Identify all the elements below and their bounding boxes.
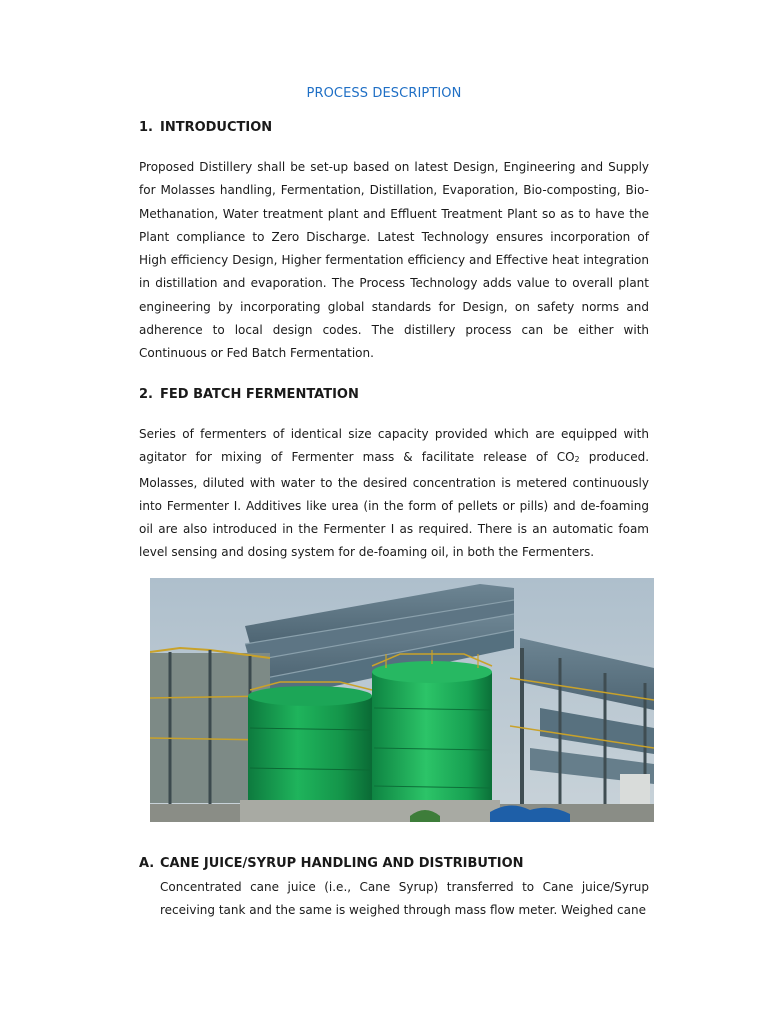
section-number: 1. [139, 120, 153, 135]
introduction-paragraph: Proposed Distillery shall be set-up based on latest Design, Engineering and Supply for Molasses handling, Fermentation, Distillation, Evaporation, Bio-composting, Bio-Methanation, Water treatment plant and Effluent Treatment Plant so as to have the Plant compliance to Zero Discharge. Latest Technology ensures incorporation of High efficiency Design, Higher fermentation efficiency and Effective heat integration in distillation and evaporation. The Process Technology adds value to overall plant engineering by incorporating global standards for Design, on safety norms and adherence to local design codes. The distillery process can be either with Continuous or Fed Batch Fermentation. [139, 160, 649, 361]
co2-subscript: 2 [574, 455, 580, 465]
paragraph-text-part1: Series of fermenters of identical size capacity provided which are equipped with agitator for mixing of Fermenter mass & facilitate release of CO [139, 427, 649, 465]
section-number: 2. [139, 387, 153, 402]
section-title: INTRODUCTION [160, 120, 273, 135]
section-heading-fed-batch [139, 387, 359, 402]
section-number: A. [139, 856, 155, 871]
distillery-plant-photo [150, 578, 654, 822]
section-title: CANE JUICE/SYRUP HANDLING AND DISTRIBUTION [160, 856, 524, 871]
section-title: FED BATCH FERMENTATION [160, 387, 359, 402]
fed-batch-paragraph [139, 423, 649, 565]
cane-juice-paragraph: Concentrated cane juice (i.e., Cane Syrup) transferred to Cane juice/Syrup receiving tank and the same is weighed through mass flow meter. Weighed cane [160, 880, 649, 918]
section-heading-introduction [139, 120, 272, 135]
section-heading-cane-juice [139, 856, 524, 871]
page-title: PROCESS DESCRIPTION [306, 86, 462, 101]
paragraph-text-part2: produced. Molasses, diluted with water to the desired concentration is metered continuously into Fermenter I. Additives like urea (in the form of pellets or pills) and de-foaming oil are also introduced in the Fermenter I as required. There is an automatic foam level sensing and dosing system for de-foaming oil, in both the Fermenters. [139, 450, 650, 560]
